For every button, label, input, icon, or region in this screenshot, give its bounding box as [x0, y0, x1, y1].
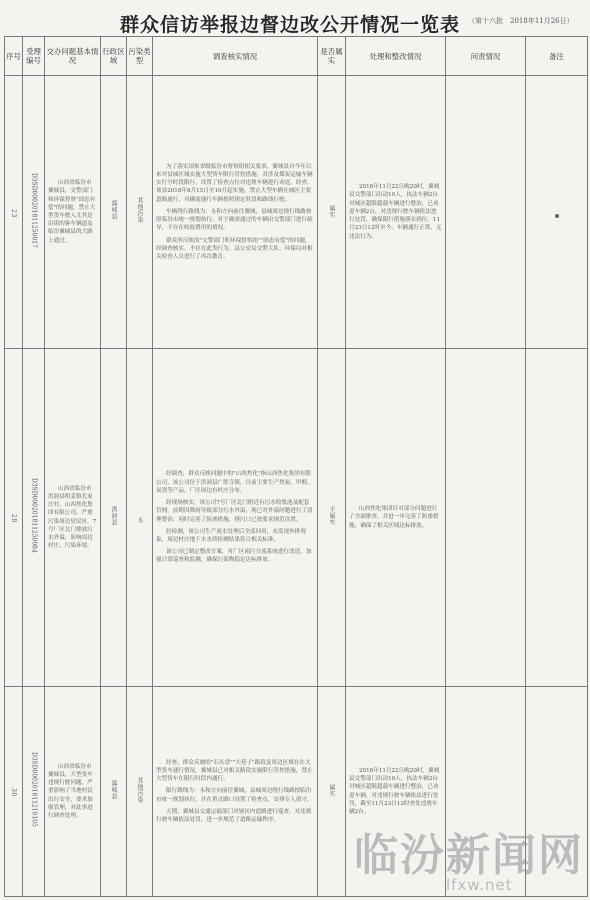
row-accountability	[446, 349, 526, 687]
header-pollution-type: 污染类型	[127, 37, 153, 76]
header-problem: 交办问题基本情况	[45, 37, 101, 76]
table-row	[5, 349, 588, 687]
header-is-true: 是否属实	[318, 37, 346, 76]
row-region: 翼城县	[101, 76, 127, 349]
header-remark: 备注	[526, 37, 588, 76]
row-problem: 山西省临汾市翼城县，大型货车违规行驶问题，严重影响了当地村民出行安全，要求加强管理，对此事进行调查处理。	[45, 687, 101, 897]
row-investigation: 为了落实国家省级临汾市督察组相关要求，翼城县自今年以来对县城区域实施大型货车限行管控措施，对涉及煤炭运输车辆实行分时段限行，设置了检查点位对违规车辆进行劝返。经查，该县2018年8月15日至10月起实施，禁止大型车辆在城区主要道路通行，对确需通行车辆按照规定时段和路线行驶。 车辆绕行路线为：永和方向前往翼城，县城周边绕行线路按照临汾市统一规划执行，对于确需通过的车辆由交警部门进行疏导，不存在收取费用的情况。 群众所反映的"交警部门和环保督察组""固态有偿"的问题，经调查核实，不存在此类行为。县公安局交警大队、环保局对相关检查人员进行了再次教育。	[153, 76, 318, 349]
row-pollution-type: 其他污染	[127, 76, 153, 349]
report-table	[4, 36, 588, 897]
table-row	[5, 76, 588, 349]
row-is-true: 不属实	[318, 349, 346, 687]
row-no: 23	[5, 76, 23, 349]
document-title: 群众信访举报边督边改公开情况一览表	[120, 14, 461, 36]
row-problem: 山西省临汾市洪洞县明姜镇孔家庄村，山西焦化集团有限公司，严重污染周边居民区，7号厂区北门排放污水外溢，影响周边村庄，污染环境。	[45, 349, 101, 687]
header-accountability: 问责情况	[446, 37, 526, 76]
row-is-true: 属实	[318, 687, 346, 897]
row-pollution-type: 水	[127, 349, 153, 687]
row-accountability	[446, 687, 526, 897]
row-no: 30	[5, 687, 23, 897]
row-accountability	[446, 76, 526, 349]
row-remark	[526, 687, 588, 897]
row-region: 翼城县	[101, 687, 127, 897]
header-investigation: 调查核实情况	[153, 37, 318, 76]
row-accept-no: D3SD000201811250017	[23, 76, 45, 349]
row-handling: 山西焦化集团针对部分问题进行了全面排查，并进一步完善了防渗措施，确保了相关区域达标排放。	[346, 349, 446, 687]
watermark-url: lfxw.net	[446, 876, 513, 894]
row-problem: 山西省临汾市翼城县，交警部门和环保督察"固态有偿"的问题，禁止大型货车驶入尤其是沿街的客车辆道及临汾翼城县的大路上通过。	[45, 76, 101, 349]
row-handling: 2018年11月22日晚20时，翼城县交警部门出动10人，执法车辆2台对城区超限超载车辆进行整治，已劝返车辆2台，对违规行驶车辆依法进行处罚，确保限行措施落实到位。11月23日12时至今，车辆通行正常，无违法行为。	[346, 76, 446, 349]
row-handling: 2018年11月22日晚20时，翼城县交警部门出动10人，执法车辆2台对城区超限超载车辆进行整治，已劝返车辆，对违规行驶车辆依法进行处罚，截至11月23日12时查处违规车辆2台。	[346, 687, 446, 897]
row-investigation: 经查，群众反映的"石头盘""大巷子"路段及周边区域存在大型货车通行情况，翼城县已对相关路段实施限行管控措施，禁止大型货车在限行时段内通行。 限行路线为：永和方向前往翼城，县城周边绕行线路按临汾市统一规划执行，并在重点路口设置了检查点，安排专人值守。 五期，翼城县交通运输部门对辖区内道路进行巡查，对违规行驶车辆依法处罚，进一步规范了道路运输秩序。	[153, 687, 318, 897]
header-region: 行政区域	[101, 37, 127, 76]
row-remark	[526, 349, 588, 687]
row-remark	[526, 76, 588, 349]
header-handling: 处理和整改情况	[346, 37, 446, 76]
header-no: 序号	[5, 37, 23, 76]
table-row	[5, 687, 588, 897]
row-accept-no: D3SD000201811250084	[23, 349, 45, 687]
issue-label: （第十六批 2018年11月26日）	[468, 17, 574, 25]
bullet-dot-icon	[555, 214, 559, 218]
watermark-logo-text: 临汾新闻网	[354, 830, 584, 881]
row-region: 洪洞县	[101, 349, 127, 687]
header-accept-no: 受理编号	[23, 37, 45, 76]
row-accept-no: D3SD000201811210105	[23, 687, 45, 897]
row-is-true: 属实	[318, 76, 346, 349]
row-pollution-type: 其他污染	[127, 687, 153, 897]
row-investigation: 经调查，群众反映问题中的"山西焦化"指山西焦化集团有限公司，该公司位于洪洞县广胜寺镇，目前主要生产焦炭、甲醇、炭黑等产品，厂区周边有村庄分布。 经现场核实，该公司7号厂区北门附近有污水收集池及配套管网，前期因降雨导致部分污水外溢，现已对外溢问题进行了清理整治，同时完善了防渗措施，排污口已按要求规范设置。 经检测，该公司生产废水处理后全部回用，未发现外排现象，周边村庄地下水水质检测结果符合相关标准。 该公司已制定整改方案，对厂区雨污分流系统进行改造，加强日常巡查和监测，确保污染物稳定达标排放。	[153, 349, 318, 687]
row-no: 28	[5, 349, 23, 687]
table-header-row	[5, 37, 588, 76]
